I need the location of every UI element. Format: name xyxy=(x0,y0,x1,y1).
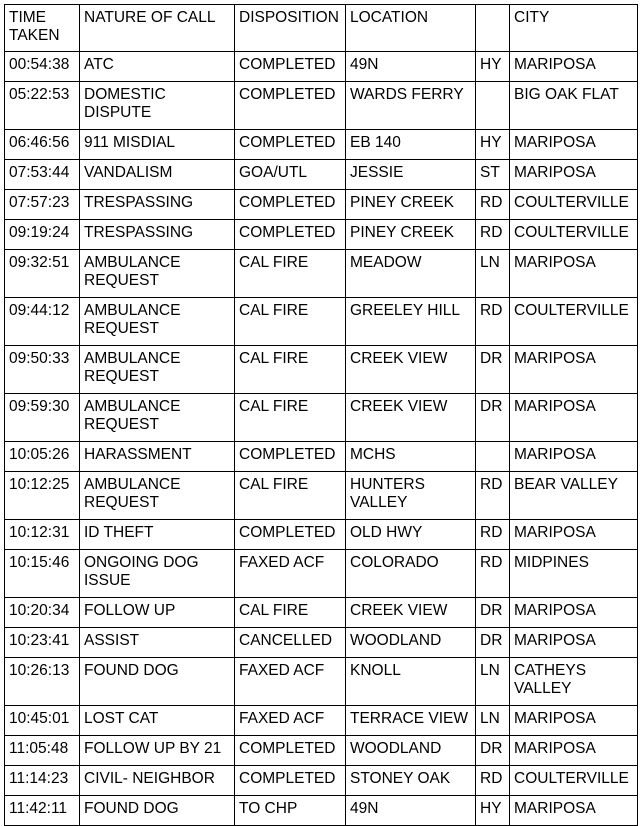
cell-location: MEADOW xyxy=(346,250,476,298)
cell-location: HUNTERS VALLEY xyxy=(346,472,476,520)
cell-city: MARIPOSA xyxy=(510,394,638,442)
cell-city: COULTERVILLE xyxy=(510,298,638,346)
cell-nature-of-call: AMBULANCE REQUEST xyxy=(80,298,235,346)
cell-time-taken: 10:45:01 xyxy=(5,706,80,736)
table-row xyxy=(5,82,638,130)
cell-street-suffix: LN xyxy=(476,250,510,298)
cell-time-taken: 09:50:33 xyxy=(5,346,80,394)
cell-street-suffix: ST xyxy=(476,160,510,190)
cell-city: MARIPOSA xyxy=(510,520,638,550)
cell-time-taken: 10:20:34 xyxy=(5,598,80,628)
header-time-taken: TIME TAKEN xyxy=(5,5,80,52)
cell-location: GREELEY HILL xyxy=(346,298,476,346)
cell-disposition: COMPLETED xyxy=(235,190,346,220)
cell-nature-of-call: ID THEFT xyxy=(80,520,235,550)
cell-city: COULTERVILLE xyxy=(510,766,638,796)
cell-street-suffix: HY xyxy=(476,796,510,826)
cell-city: MARIPOSA xyxy=(510,160,638,190)
cell-location: WOODLAND xyxy=(346,628,476,658)
table-row xyxy=(5,472,638,520)
cell-nature-of-call: FOLLOW UP xyxy=(80,598,235,628)
header-location: LOCATION xyxy=(346,5,476,52)
cell-city: MARIPOSA xyxy=(510,130,638,160)
cell-disposition: CAL FIRE xyxy=(235,394,346,442)
cell-nature-of-call: HARASSMENT xyxy=(80,442,235,472)
cell-nature-of-call: TRESPASSING xyxy=(80,190,235,220)
header-street-suffix xyxy=(476,5,510,52)
cell-nature-of-call: FOLLOW UP BY 21 xyxy=(80,736,235,766)
cell-street-suffix xyxy=(476,442,510,472)
cell-street-suffix: DR xyxy=(476,736,510,766)
cell-street-suffix: LN xyxy=(476,658,510,706)
cell-street-suffix: RD xyxy=(476,298,510,346)
cell-disposition: CANCELLED xyxy=(235,628,346,658)
call-log-table xyxy=(4,4,638,826)
table-row xyxy=(5,52,638,82)
cell-city: CATHEYS VALLEY xyxy=(510,658,638,706)
cell-nature-of-call: ATC xyxy=(80,52,235,82)
cell-time-taken: 11:05:48 xyxy=(5,736,80,766)
cell-nature-of-call: AMBULANCE REQUEST xyxy=(80,472,235,520)
cell-nature-of-call: 911 MISDIAL xyxy=(80,130,235,160)
table-row xyxy=(5,520,638,550)
table-row xyxy=(5,736,638,766)
cell-nature-of-call: CIVIL- NEIGHBOR xyxy=(80,766,235,796)
cell-location: JESSIE xyxy=(346,160,476,190)
cell-time-taken: 10:12:25 xyxy=(5,472,80,520)
table-row xyxy=(5,550,638,598)
cell-time-taken: 10:15:46 xyxy=(5,550,80,598)
table-header-row xyxy=(5,5,638,52)
cell-street-suffix: RD xyxy=(476,220,510,250)
cell-time-taken: 11:42:11 xyxy=(5,796,80,826)
cell-street-suffix: RD xyxy=(476,766,510,796)
cell-city: MARIPOSA xyxy=(510,628,638,658)
cell-city: COULTERVILLE xyxy=(510,220,638,250)
cell-location: PINEY CREEK xyxy=(346,220,476,250)
cell-nature-of-call: LOST CAT xyxy=(80,706,235,736)
cell-time-taken: 09:32:51 xyxy=(5,250,80,298)
cell-nature-of-call: FOUND DOG xyxy=(80,658,235,706)
cell-street-suffix: RD xyxy=(476,190,510,220)
cell-disposition: COMPLETED xyxy=(235,130,346,160)
cell-nature-of-call: ASSIST xyxy=(80,628,235,658)
cell-nature-of-call: VANDALISM xyxy=(80,160,235,190)
cell-time-taken: 10:12:31 xyxy=(5,520,80,550)
cell-time-taken: 09:19:24 xyxy=(5,220,80,250)
cell-street-suffix: HY xyxy=(476,130,510,160)
cell-location: CREEK VIEW xyxy=(346,598,476,628)
cell-street-suffix xyxy=(476,82,510,130)
cell-street-suffix: LN xyxy=(476,706,510,736)
table-row xyxy=(5,598,638,628)
cell-time-taken: 07:53:44 xyxy=(5,160,80,190)
table-row xyxy=(5,190,638,220)
cell-disposition: COMPLETED xyxy=(235,52,346,82)
cell-location: 49N xyxy=(346,796,476,826)
cell-location: 49N xyxy=(346,52,476,82)
cell-time-taken: 11:14:23 xyxy=(5,766,80,796)
cell-time-taken: 07:57:23 xyxy=(5,190,80,220)
cell-time-taken: 00:54:38 xyxy=(5,52,80,82)
cell-time-taken: 05:22:53 xyxy=(5,82,80,130)
header-disposition: DISPOSITION xyxy=(235,5,346,52)
header-nature-of-call: NATURE OF CALL xyxy=(80,5,235,52)
cell-location: CREEK VIEW xyxy=(346,394,476,442)
cell-city: MARIPOSA xyxy=(510,706,638,736)
cell-city: MARIPOSA xyxy=(510,250,638,298)
cell-street-suffix: RD xyxy=(476,472,510,520)
cell-disposition: TO CHP xyxy=(235,796,346,826)
cell-disposition: COMPLETED xyxy=(235,82,346,130)
table-body xyxy=(5,52,638,826)
cell-disposition: CAL FIRE xyxy=(235,250,346,298)
table-row xyxy=(5,160,638,190)
cell-city: MARIPOSA xyxy=(510,598,638,628)
cell-street-suffix: RD xyxy=(476,550,510,598)
table-row xyxy=(5,130,638,160)
cell-disposition: GOA/UTL xyxy=(235,160,346,190)
cell-disposition: COMPLETED xyxy=(235,766,346,796)
cell-disposition: COMPLETED xyxy=(235,736,346,766)
cell-city: MARIPOSA xyxy=(510,346,638,394)
cell-time-taken: 10:23:41 xyxy=(5,628,80,658)
cell-city: MARIPOSA xyxy=(510,796,638,826)
cell-location: WOODLAND xyxy=(346,736,476,766)
cell-city: MARIPOSA xyxy=(510,442,638,472)
table-row xyxy=(5,796,638,826)
cell-street-suffix: DR xyxy=(476,628,510,658)
cell-street-suffix: DR xyxy=(476,394,510,442)
cell-location: MCHS xyxy=(346,442,476,472)
cell-disposition: FAXED ACF xyxy=(235,706,346,736)
cell-disposition: COMPLETED xyxy=(235,220,346,250)
table-row xyxy=(5,298,638,346)
cell-street-suffix: RD xyxy=(476,520,510,550)
cell-location: CREEK VIEW xyxy=(346,346,476,394)
header-city: CITY xyxy=(510,5,638,52)
table-row xyxy=(5,766,638,796)
cell-nature-of-call: ONGOING DOG ISSUE xyxy=(80,550,235,598)
cell-disposition: COMPLETED xyxy=(235,520,346,550)
cell-nature-of-call: AMBULANCE REQUEST xyxy=(80,394,235,442)
cell-disposition: CAL FIRE xyxy=(235,346,346,394)
cell-location: WARDS FERRY xyxy=(346,82,476,130)
table-row xyxy=(5,220,638,250)
table-row xyxy=(5,628,638,658)
cell-nature-of-call: AMBULANCE REQUEST xyxy=(80,346,235,394)
table-row xyxy=(5,658,638,706)
table-row xyxy=(5,394,638,442)
cell-time-taken: 06:46:56 xyxy=(5,130,80,160)
cell-nature-of-call: TRESPASSING xyxy=(80,220,235,250)
cell-disposition: CAL FIRE xyxy=(235,598,346,628)
cell-disposition: COMPLETED xyxy=(235,442,346,472)
cell-location: EB 140 xyxy=(346,130,476,160)
table-row xyxy=(5,442,638,472)
cell-location: COLORADO xyxy=(346,550,476,598)
cell-disposition: FAXED ACF xyxy=(235,658,346,706)
cell-city: MARIPOSA xyxy=(510,52,638,82)
table-row xyxy=(5,346,638,394)
table-row xyxy=(5,706,638,736)
cell-location: TERRACE VIEW xyxy=(346,706,476,736)
cell-time-taken: 10:05:26 xyxy=(5,442,80,472)
cell-time-taken: 09:59:30 xyxy=(5,394,80,442)
cell-nature-of-call: FOUND DOG xyxy=(80,796,235,826)
cell-nature-of-call: AMBULANCE REQUEST xyxy=(80,250,235,298)
cell-location: PINEY CREEK xyxy=(346,190,476,220)
cell-street-suffix: DR xyxy=(476,598,510,628)
cell-street-suffix: HY xyxy=(476,52,510,82)
cell-city: MIDPINES xyxy=(510,550,638,598)
cell-city: COULTERVILLE xyxy=(510,190,638,220)
cell-city: MARIPOSA xyxy=(510,736,638,766)
cell-time-taken: 10:26:13 xyxy=(5,658,80,706)
cell-location: STONEY OAK xyxy=(346,766,476,796)
cell-city: BEAR VALLEY xyxy=(510,472,638,520)
cell-disposition: CAL FIRE xyxy=(235,472,346,520)
cell-location: OLD HWY xyxy=(346,520,476,550)
table-row xyxy=(5,250,638,298)
cell-nature-of-call: DOMESTIC DISPUTE xyxy=(80,82,235,130)
cell-street-suffix: DR xyxy=(476,346,510,394)
cell-time-taken: 09:44:12 xyxy=(5,298,80,346)
cell-disposition: FAXED ACF xyxy=(235,550,346,598)
cell-city: BIG OAK FLAT xyxy=(510,82,638,130)
cell-location: KNOLL xyxy=(346,658,476,706)
cell-disposition: CAL FIRE xyxy=(235,298,346,346)
